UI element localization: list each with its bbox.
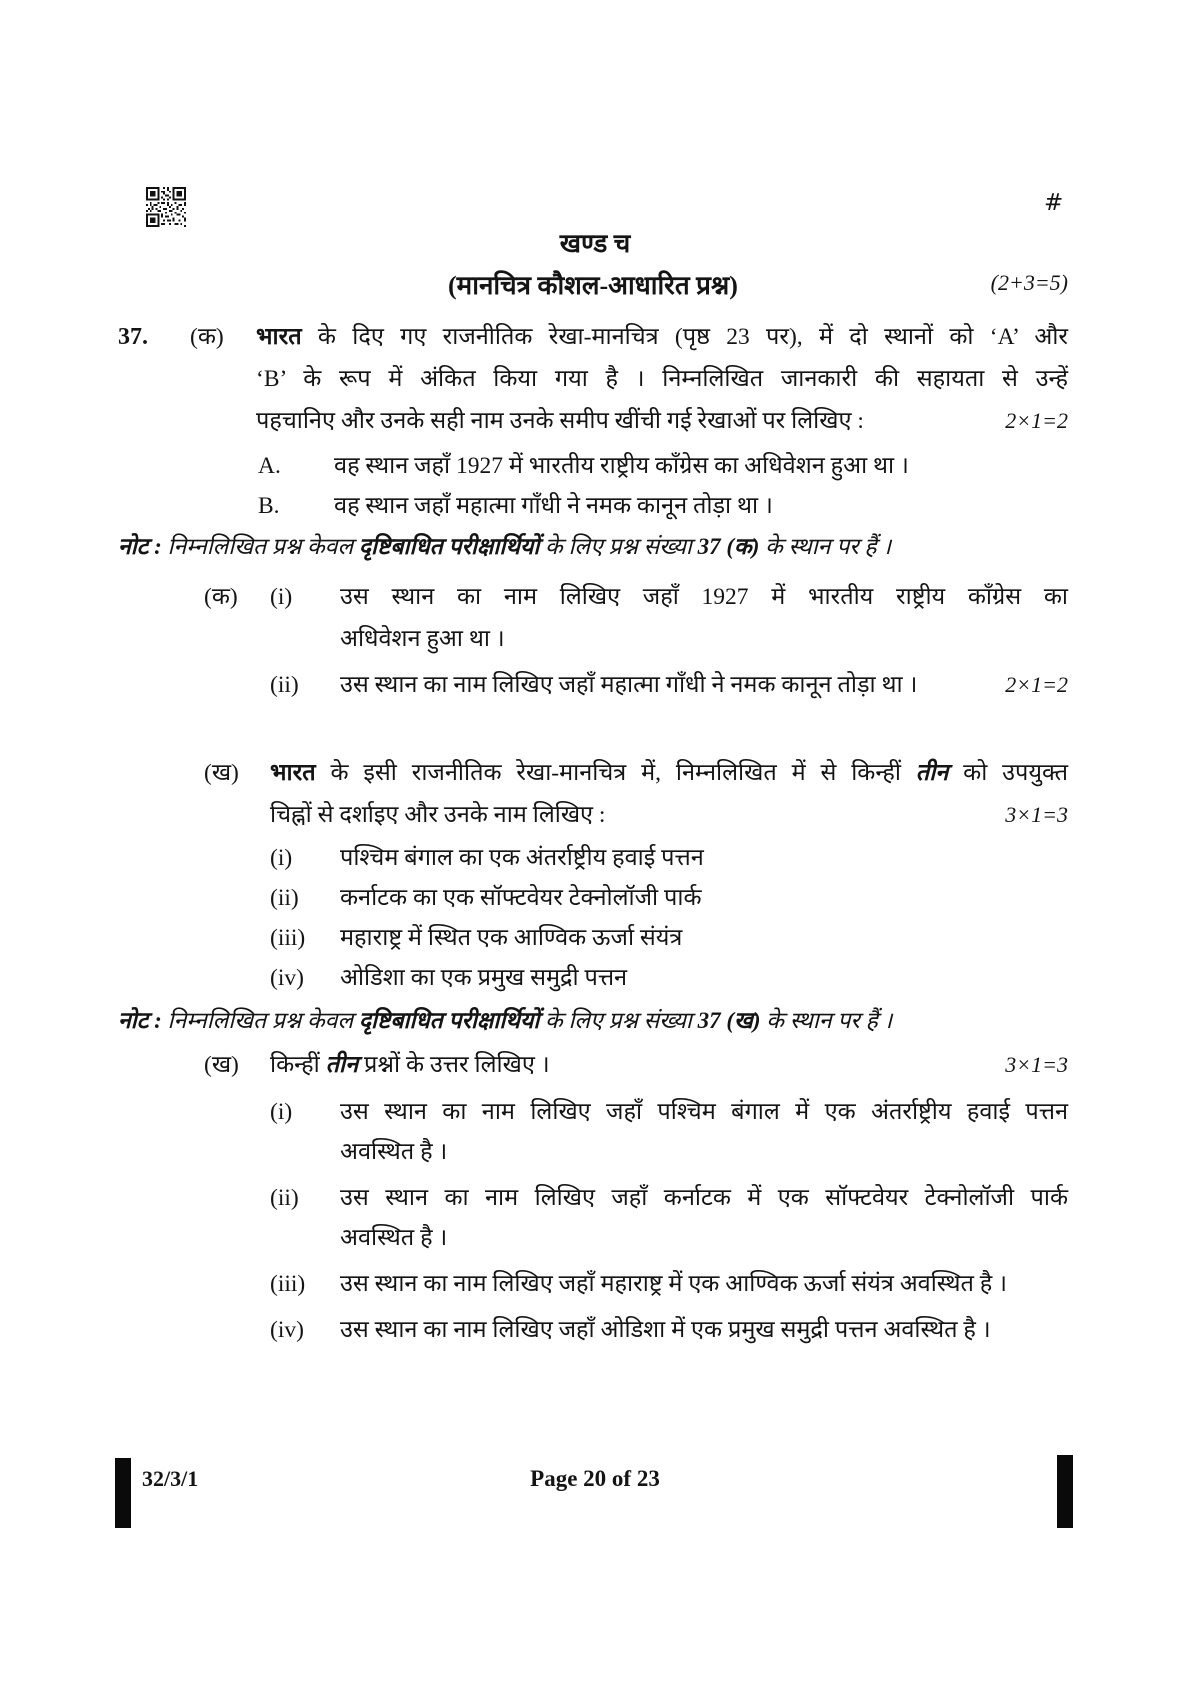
note-vision-impaired-b: नोट : निम्नलिखित प्रश्न केवल दृष्टिबाधित परीक्षार्थियों के लिए प्रश्न संख्या 37 (ख) के स्थान पर हैं । — [118, 1008, 893, 1033]
marks-vision-a: 2×1=2 — [1005, 672, 1068, 697]
vision-b-heading: (ख) किन्हीं तीन प्रश्नों के उत्तर लिखिए । 3×1=3 — [204, 1044, 1068, 1086]
b-list-item-1: (i) पश्चिम बंगाल का एक अंतर्राष्ट्रीय हवाई पत्तन — [270, 845, 704, 871]
section-subtitle-row — [118, 266, 1068, 302]
section-marks: (2+3=5) — [990, 270, 1068, 295]
marks-37b: 3×1=3 — [1005, 802, 1068, 827]
part-b-text: भारत के इसी राजनीतिक रेखा-मानचित्र में, निम्नलिखित में से किन्हीं तीन को उपयुक्त चिह्नों से दर्शाइए और उनके नाम लिखिए : — [270, 760, 1069, 828]
b-list-item-4: (iv) ओडिशा का एक प्रमुख समुद्री पत्तन — [270, 965, 628, 991]
question-number: 37. — [118, 324, 148, 350]
item-B: B. वह स्थान जहाँ महात्मा गाँधी ने नमक कानून तोड़ा था । — [258, 493, 773, 519]
b-list-item-2: (ii) कर्नाटक का एक सॉफ्टवेयर टेक्नोलॉजी पार्क — [270, 885, 702, 911]
paper-code: 32/3/1 — [142, 1466, 199, 1491]
question-37b — [204, 752, 1068, 836]
question-body — [118, 308, 1068, 1350]
page-hash-mark: # — [1044, 190, 1064, 216]
question-37a — [118, 316, 1068, 442]
part-a-text: भारत के दिए गए राजनीतिक रेखा-मानचित्र (पृष्ठ 23 पर), में दो स्थानों को ‘A’ और ‘B’ के रूप में अंकित किया गया है । निम्नलिखित जानकारी की सहायता से उन्हें पहचानिए और उनके सही नाम उनके समीप खींची गई रेखाओं पर लिखिए : — [256, 324, 1068, 434]
item-A: A. वह स्थान जहाँ 1927 में भारतीय राष्ट्रीय काँग्रेस का अधिवेशन हुआ था । — [258, 453, 909, 479]
part-b-label: (ख) — [204, 760, 239, 786]
section-title: खण्ड च — [559, 229, 631, 258]
vision-a-item-2: (ii) उस स्थान का नाम लिखिए जहाँ महात्मा गाँधी ने नमक कानून तोड़ा था । 2×1=2 — [270, 664, 1068, 706]
vision-b-item-3: (iii) उस स्थान का नाम लिखिए जहाँ महाराष्ट्र में एक आण्विक ऊर्जा संयंत्र अवस्थित है । — [270, 1271, 1008, 1297]
vision-b-item-2: (ii) उस स्थान का नाम लिखिए जहाँ कर्नाटक में एक सॉफ्टवेयर टेक्नोलॉजी पार्क अवस्थित है । — [270, 1185, 1068, 1251]
part-a-label: (क) — [190, 324, 224, 350]
marks-vision-b: 3×1=3 — [1005, 1052, 1068, 1077]
vision-b-item-1: (i) उस स्थान का नाम लिखिए जहाँ पश्चिम बंगाल में एक अंतर्राष्ट्रीय हवाई पत्तन अवस्थित है । — [270, 1099, 1068, 1165]
page-number: Page 20 of 23 — [530, 1466, 660, 1491]
qr-code-icon — [146, 186, 186, 228]
vision-b-item-4: (iv) उस स्थान का नाम लिखिए जहाँ ओडिशा में एक प्रमुख समुद्री पत्तन अवस्थित है । — [270, 1317, 991, 1343]
marks-37a: 2×1=2 — [1005, 408, 1068, 433]
vision-a-item-1: (क) (i) उस स्थान का नाम लिखिए जहाँ 1927 में भारतीय राष्ट्रीय काँग्रेस का अधिवेशन हुआ था । — [204, 584, 1068, 652]
b-list-item-3: (iii) महाराष्ट्र में स्थित एक आण्विक ऊर्जा संयंत्र — [270, 925, 683, 951]
note-vision-impaired-a: नोट : निम्नलिखित प्रश्न केवल दृष्टिबाधित परीक्षार्थियों के लिए प्रश्न संख्या 37 (क) के स्थान पर हैं । — [118, 534, 892, 559]
bold-word: भारत — [256, 324, 302, 350]
section-subtitle: (मानचित्र कौशल-आधारित प्रश्न) — [448, 271, 738, 300]
